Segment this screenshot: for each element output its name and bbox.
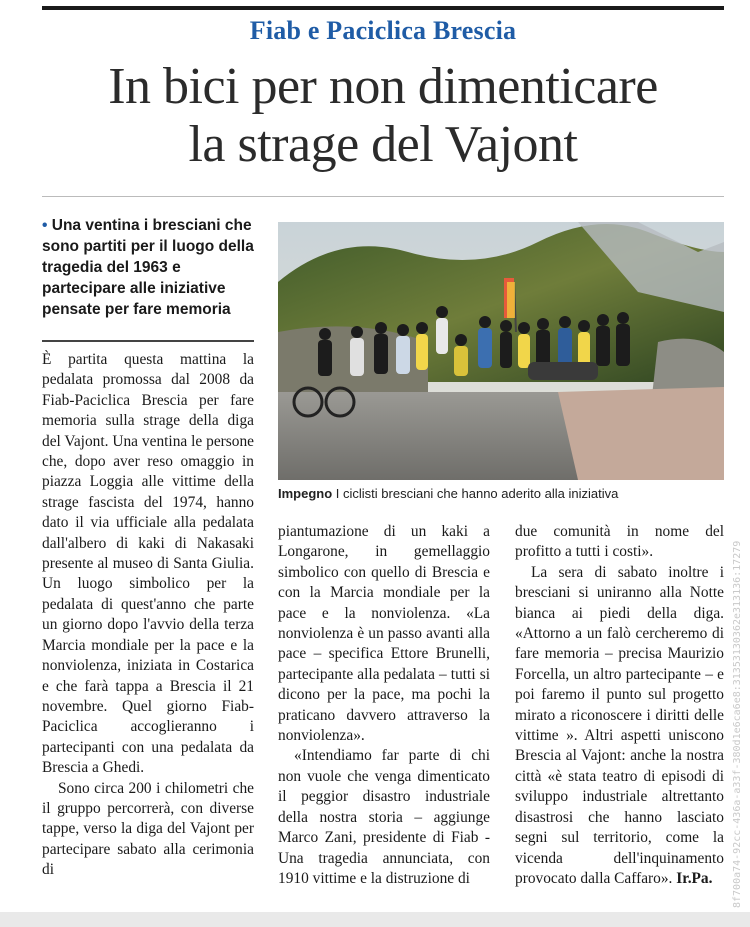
- article-column-2: [278, 522, 490, 889]
- summary-rule: [42, 340, 254, 342]
- paragraph: due comunità in nome del profitto a tutti i costi».: [515, 523, 724, 561]
- paragraph: Sono circa 200 i chilometri che il gruppo percorrerà, con diverse tappe, verso la diga del Vajont per partecipare sabato alla cerimonia di: [42, 779, 254, 879]
- caption-text: I ciclisti bresciani che hanno aderito alla iniziativa: [335, 486, 619, 501]
- top-rule: [42, 6, 724, 10]
- summary-text: Una ventina i bresciani che sono partiti per il luogo della tragedia del 1963 e partecipare alle iniziative pensate per fare memoria: [42, 217, 254, 318]
- paragraph: piantumazione di un kaki a Longarone, in gemellaggio simbolico con quello di Brescia e con la Marcia mondiale per la pace e la nonviolenza. «La nonviolenza è un passo avanti alla pace – specifica Ettore Brunelli, partecipante alla pedalata – tutti si dicono per la pace, ma pochi la praticano davvero attraverso la nonviolenza».: [278, 523, 490, 745]
- article-column-3: [515, 522, 724, 889]
- caption-label: Impegno: [278, 486, 333, 501]
- kicker: Fiab e Paciclica Brescia: [249, 16, 517, 45]
- paragraph: [515, 563, 724, 890]
- side-tracking-code: 8f700a74-92cc-436a-a33f-380d1e6ca6e8:31353130362e313136:17279: [732, 540, 743, 908]
- author-signature: Ir.Pa.: [676, 869, 713, 887]
- paragraph: «Intendiamo far parte di chi non vuole che venga dimenticato il peggior disastro industriale della nostra storia – aggiunge Marco Zani, presidente di Fiab - Una tragedia annunciata, con 1910 vittime e la distruzione di: [278, 747, 490, 887]
- headline-line-2: la strage del Vajont: [188, 116, 578, 173]
- article-photo: [278, 222, 724, 480]
- bullet-icon: •: [42, 217, 48, 234]
- photo-caption: [278, 486, 724, 501]
- article-column-1: [42, 350, 254, 881]
- headline-line-1: In bici per non dimenticare: [108, 58, 658, 115]
- headline-separator: [42, 196, 724, 197]
- headline: [42, 58, 724, 174]
- summary: [42, 215, 254, 320]
- cyclists-group-photo: [278, 222, 724, 480]
- paragraph-text: La sera di sabato inoltre i bresciani si uniranno alla Notte bianca ai piedi della diga. «Attorno a un falò cercheremo di fare memoria – precisa Maurizio Forcella, un altro partecipante – e poi faremo il punto sul progetto mirato a riconoscere i diritti delle vittime ». Altri aspetti uniscono Brescia al Vajont: anche la nostra città «è stata teatro di episodi di sviluppo industriale altrettanto disastrosi che hanno lasciato segni sul territorio, come la vicenda dell'inquinamento provocato dalla Caffaro».: [515, 563, 724, 887]
- paragraph: È partita questa mattina la pedalata promossa dal 2008 da Fiab-Paciclica Brescia per fare memoria sulla strage della diga del Vajont. Una ventina le persone che, dopo aver reso omaggio in piazza Loggia alle vittime della strage fascista del 1974, hanno dato il via ufficiale alla pedalata dall'albero di kaki di Nakasaki presente al museo di Santa Giulia. Un luogo simbolico per la pedalata di quest'anno che parte un giorno dopo l'avvio della terza Marcia mondiale per la pace e la nonviolenza, iniziata in Costarica e che farà tappa a Brescia il 21 novembre. Quel giorno Fiab-Paciclica accoglieranno i partecipanti con una pedalata da Brescia a Ghedi.: [42, 351, 254, 777]
- footer-band: [0, 912, 750, 927]
